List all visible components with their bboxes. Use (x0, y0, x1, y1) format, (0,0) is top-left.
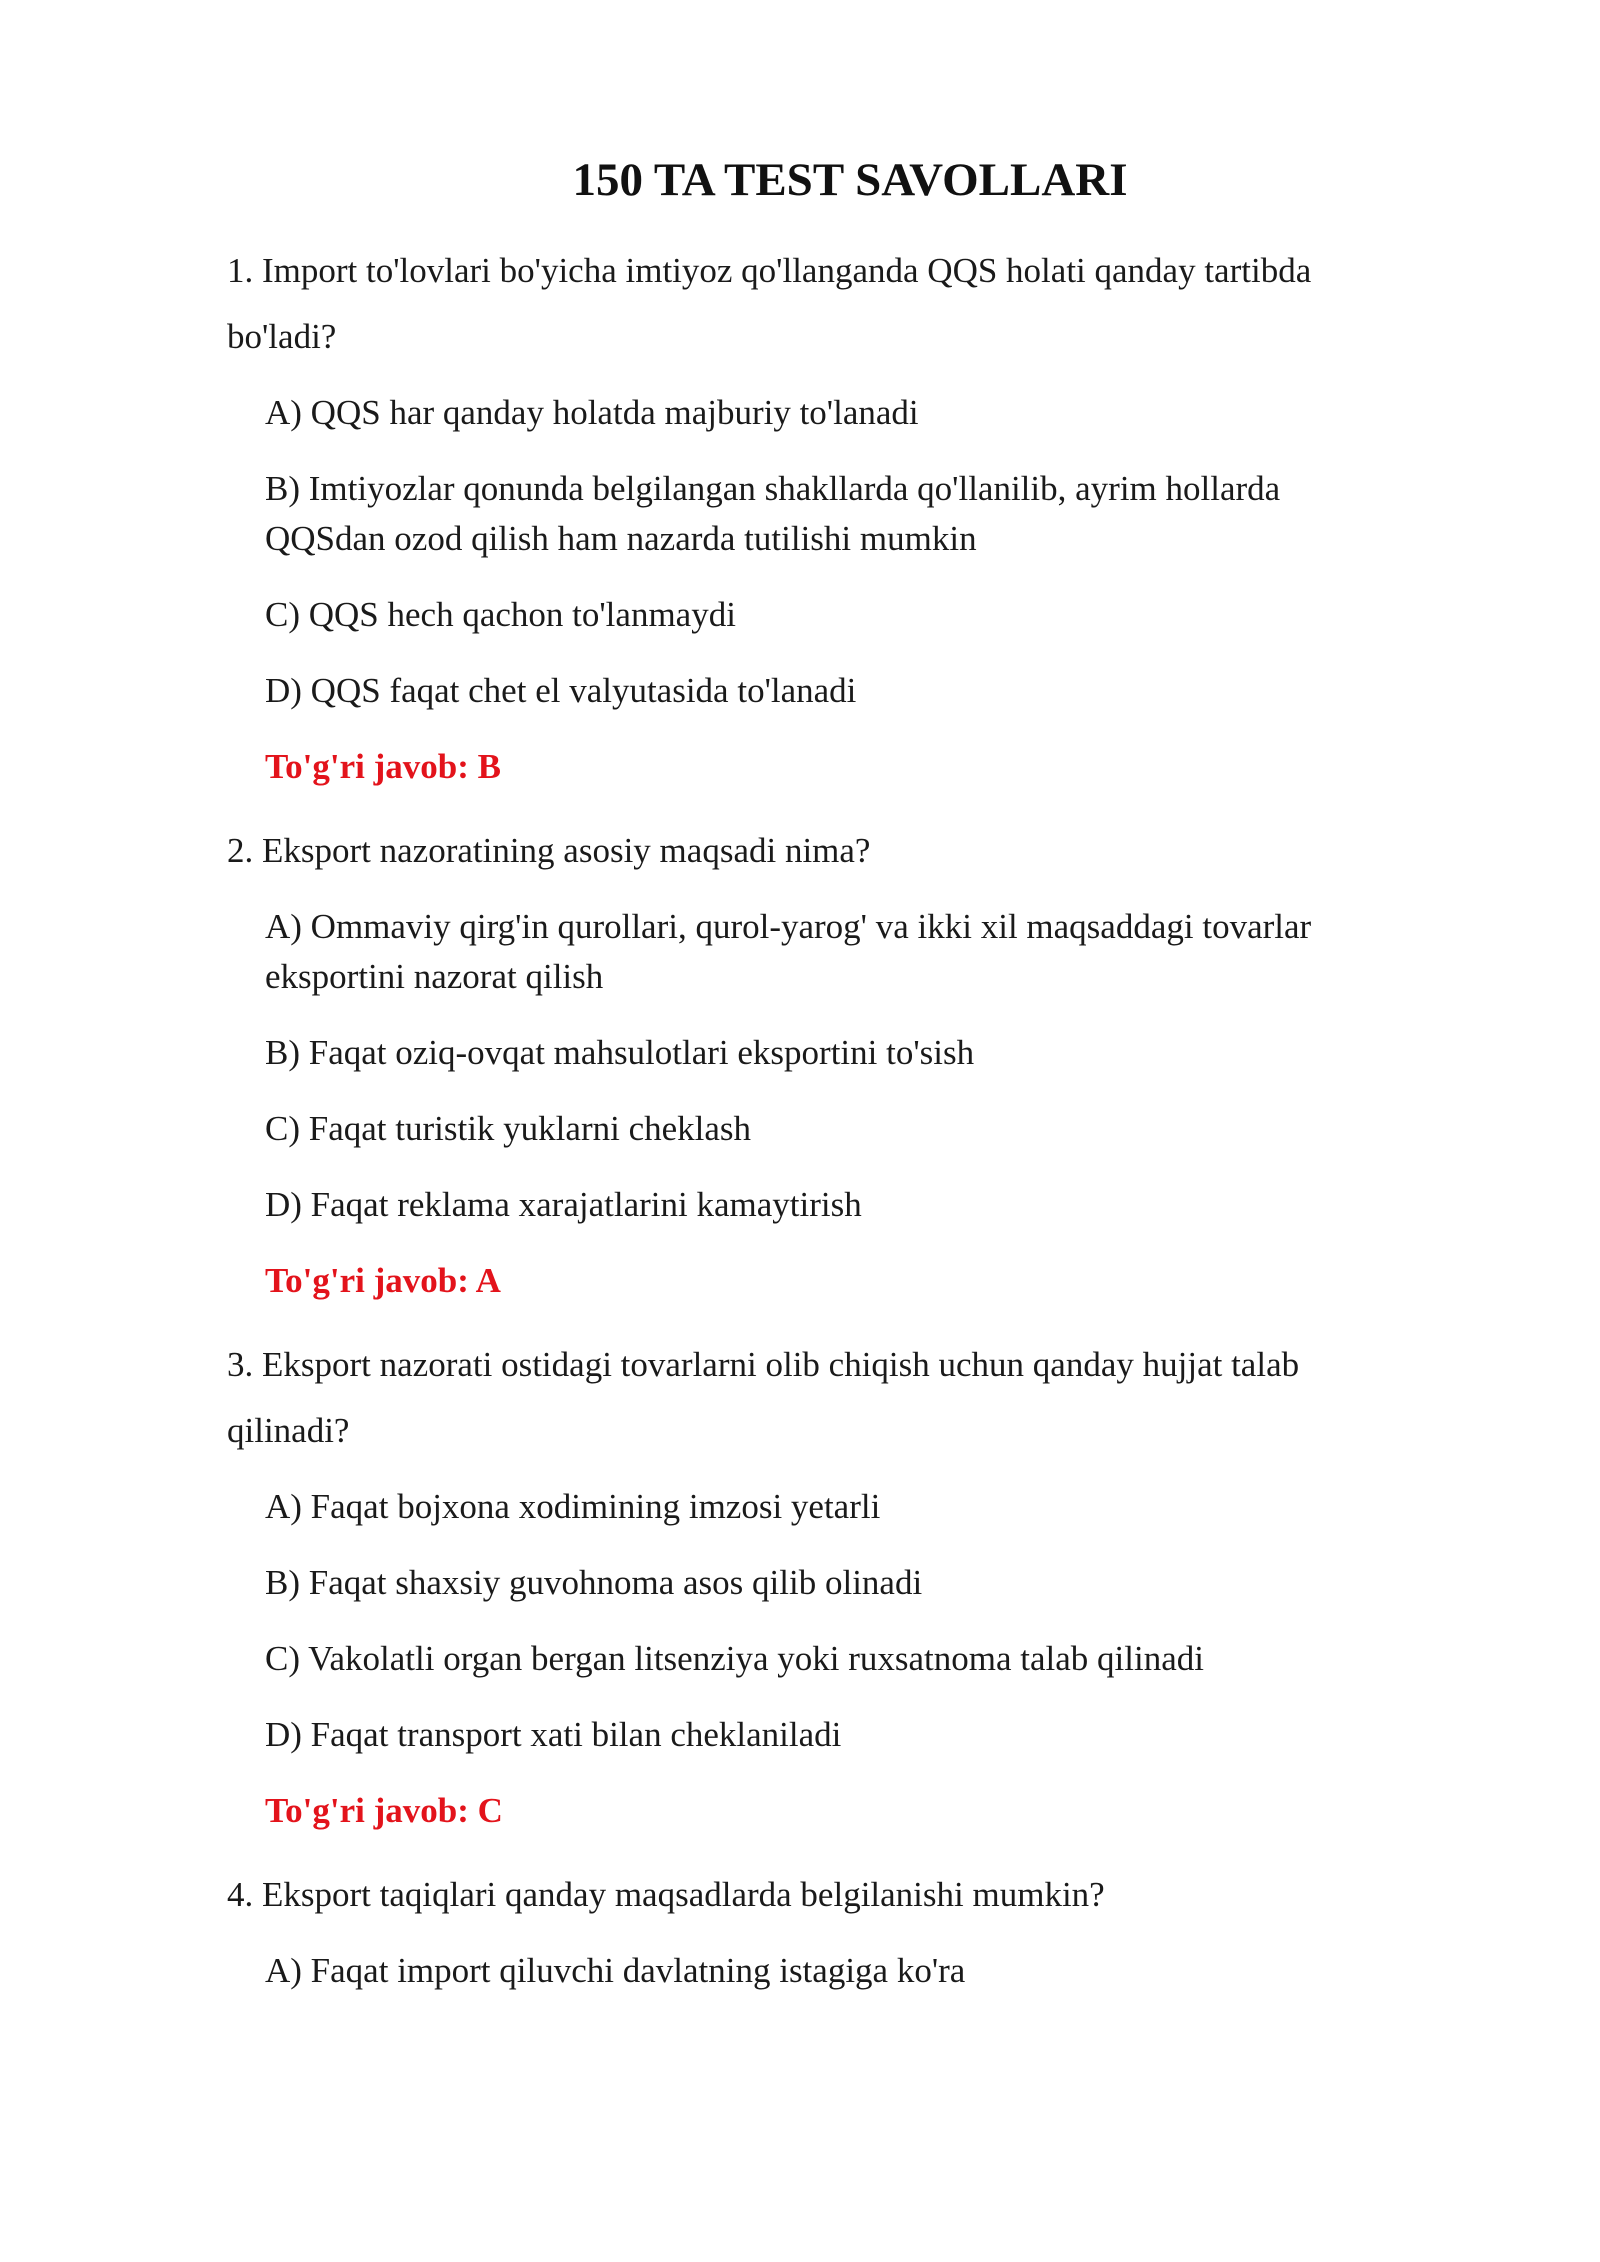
options-list (227, 1946, 1407, 1996)
option-a: A) Faqat bojxona xodimining imzosi yetarli (265, 1487, 881, 1526)
correct-answer: To'g'ri javob: A (265, 1261, 501, 1300)
question-text: 2. Eksport nazoratining asosiy maqsadi nima? (227, 831, 871, 870)
question-text: 3. Eksport nazorati ostidagi tovarlarni olib chiqish uchun qanday hujjat talab qilinadi? (227, 1345, 1300, 1450)
questions-list (227, 238, 1407, 2022)
document-title: 150 TA TEST SAVOLLARI (572, 154, 1128, 206)
option-a: A) QQS har qanday holatda majburiy to'lanadi (265, 393, 919, 432)
option-b: B) Imtiyozlar qonunda belgilangan shakllarda qo'llanilib, ayrim hollarda QQSdan ozod qilish ham nazarda tutilishi mumkin (265, 469, 1281, 558)
option-a: A) Faqat import qiluvchi davlatning istagiga ko'ra (265, 1951, 966, 1990)
option-b: B) Faqat oziq-ovqat mahsulotlari eksportini to'sish (265, 1033, 975, 1072)
correct-answer: To'g'ri javob: B (265, 747, 501, 786)
option-c: C) Vakolatli organ bergan litsenziya yoki ruxsatnoma talab qilinadi (265, 1639, 1204, 1678)
options-list (227, 1482, 1407, 1760)
question-text: 4. Eksport taqiqlari qanday maqsadlarda belgilanishi mumkin? (227, 1875, 1105, 1914)
options-list (227, 388, 1407, 716)
option-d: D) Faqat reklama xarajatlarini kamaytirish (265, 1185, 862, 1224)
question-1 (227, 238, 1407, 792)
options-list (227, 902, 1407, 1230)
option-d: D) QQS faqat chet el valyutasida to'lanadi (265, 671, 857, 710)
question-2 (227, 818, 1407, 1306)
question-3 (227, 1332, 1407, 1836)
question-4 (227, 1862, 1407, 1996)
correct-answer: To'g'ri javob: C (265, 1791, 503, 1830)
question-text: 1. Import to'lovlari bo'yicha imtiyoz qo'llanganda QQS holati qanday tartibda bo'ladi? (227, 251, 1312, 356)
option-d: D) Faqat transport xati bilan cheklaniladi (265, 1715, 842, 1754)
option-c: C) QQS hech qachon to'lanmaydi (265, 595, 736, 634)
option-b: B) Faqat shaxsiy guvohnoma asos qilib olinadi (265, 1563, 923, 1602)
option-a: A) Ommaviy qirg'in qurollari, qurol-yarog' va ikki xil maqsaddagi tovarlar eksportini nazorat qilish (265, 907, 1312, 996)
option-c: C) Faqat turistik yuklarni cheklash (265, 1109, 752, 1148)
